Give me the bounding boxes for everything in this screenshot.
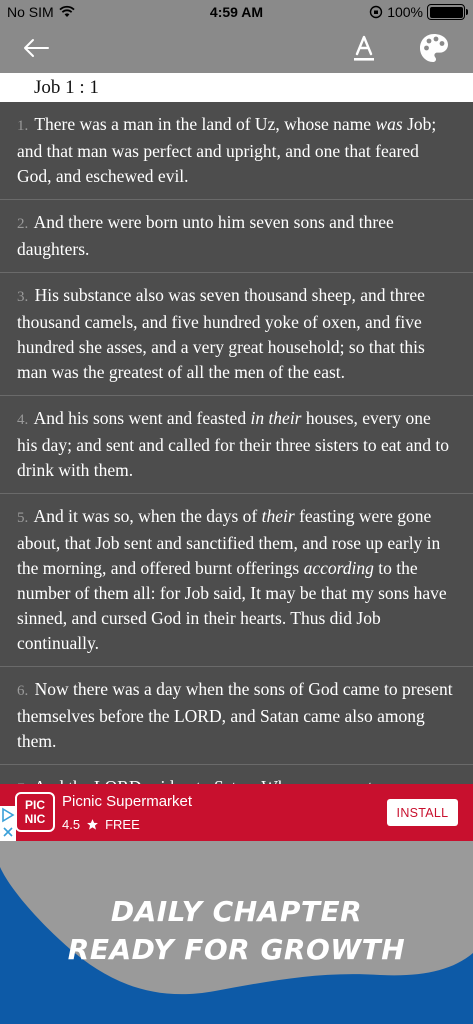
- verse-number: 2.: [17, 216, 29, 232]
- theme-button[interactable]: [416, 30, 452, 66]
- ad-logo: PIC NIC: [15, 792, 55, 832]
- ad-choices[interactable]: [0, 806, 16, 841]
- ad-title[interactable]: Picnic Supermarket: [62, 793, 193, 810]
- verse-item[interactable]: [0, 667, 473, 765]
- battery-fill: [430, 7, 463, 18]
- verse-text: feasting were gone about, that Job sent and sanctified them, and rose up early in the morning, and offered burnt offerings: [17, 506, 441, 578]
- verse-text: There was a man in the land of Uz, whose name: [34, 114, 376, 134]
- promo-line-2: READY FOR GROWTH: [67, 933, 406, 966]
- verse-italic-text: according: [303, 558, 374, 578]
- verse-italic-text: was: [375, 114, 403, 134]
- install-button[interactable]: INSTALL: [387, 799, 458, 826]
- top-bar: [0, 0, 473, 73]
- battery-percent: 100%: [387, 4, 423, 20]
- star-icon: [86, 818, 99, 831]
- font-size-button[interactable]: [348, 30, 380, 66]
- arrow-left-icon: [22, 38, 50, 58]
- verse-list[interactable]: [0, 102, 473, 784]
- verse-item[interactable]: [0, 102, 473, 200]
- verse-text: And his sons went and feasted: [33, 408, 251, 428]
- verse-item[interactable]: [0, 396, 473, 494]
- verse-text: houses, every one his day; and sent and called for their three sisters to eat and to drink with them.: [17, 408, 450, 480]
- verse-number: 1.: [17, 118, 29, 134]
- ad-meta: [62, 817, 140, 832]
- promo-line-1: DAILY CHAPTER: [110, 895, 363, 928]
- verse-text: And there were born unto him seven sons and three daughters.: [17, 212, 394, 259]
- verse-item[interactable]: [0, 273, 473, 396]
- status-right: [369, 4, 465, 20]
- verse-number: 5.: [17, 510, 29, 526]
- ad-rating: 4.5: [62, 817, 81, 832]
- verse-text: And it was so, when the days of: [33, 506, 262, 526]
- verse-item[interactable]: [0, 494, 473, 667]
- promo-banner: [0, 841, 473, 1024]
- verse-text: to the number of them all: for Job said, It may be that my sons have sinned, and cursed God in their hearts. Thus did Job continually.: [17, 558, 447, 653]
- ad-banner[interactable]: [0, 784, 473, 841]
- carrier-label: No SIM: [7, 4, 54, 20]
- verse-number: 6.: [17, 683, 29, 699]
- reference-bar: [0, 73, 473, 102]
- palette-icon: [418, 32, 450, 64]
- verse-number: 4.: [17, 412, 29, 428]
- chapter-reference[interactable]: Job 1 : 1: [34, 77, 99, 98]
- ad-choices-icon: [0, 806, 16, 841]
- verse-item[interactable]: [0, 200, 473, 273]
- orientation-lock-icon: [369, 5, 383, 19]
- font-size-icon: [351, 33, 377, 63]
- verse-text: Job; and that man was perfect and upright, and one that feared God, and eschewed evil.: [17, 114, 437, 186]
- verse-number: 3.: [17, 289, 29, 305]
- verse-text: His substance also was seven thousand sheep, and three thousand camels, and five hundred yoke of oxen, and five hundred she asses, and a very great household; so that this man was the greatest of all the men of the east.: [17, 285, 425, 382]
- verse-italic-text: their: [261, 506, 295, 526]
- promo-text: [0, 893, 473, 969]
- verse-text: Now there was a day when the sons of God came to present themselves before the LORD, and Satan came also among them.: [17, 679, 453, 751]
- back-button[interactable]: [18, 30, 54, 66]
- ad-price: FREE: [105, 817, 140, 832]
- status-bar: [0, 0, 473, 26]
- verse-italic-text: in their: [250, 408, 302, 428]
- clock: 4:59 AM: [209, 4, 264, 20]
- battery-icon: [427, 4, 465, 20]
